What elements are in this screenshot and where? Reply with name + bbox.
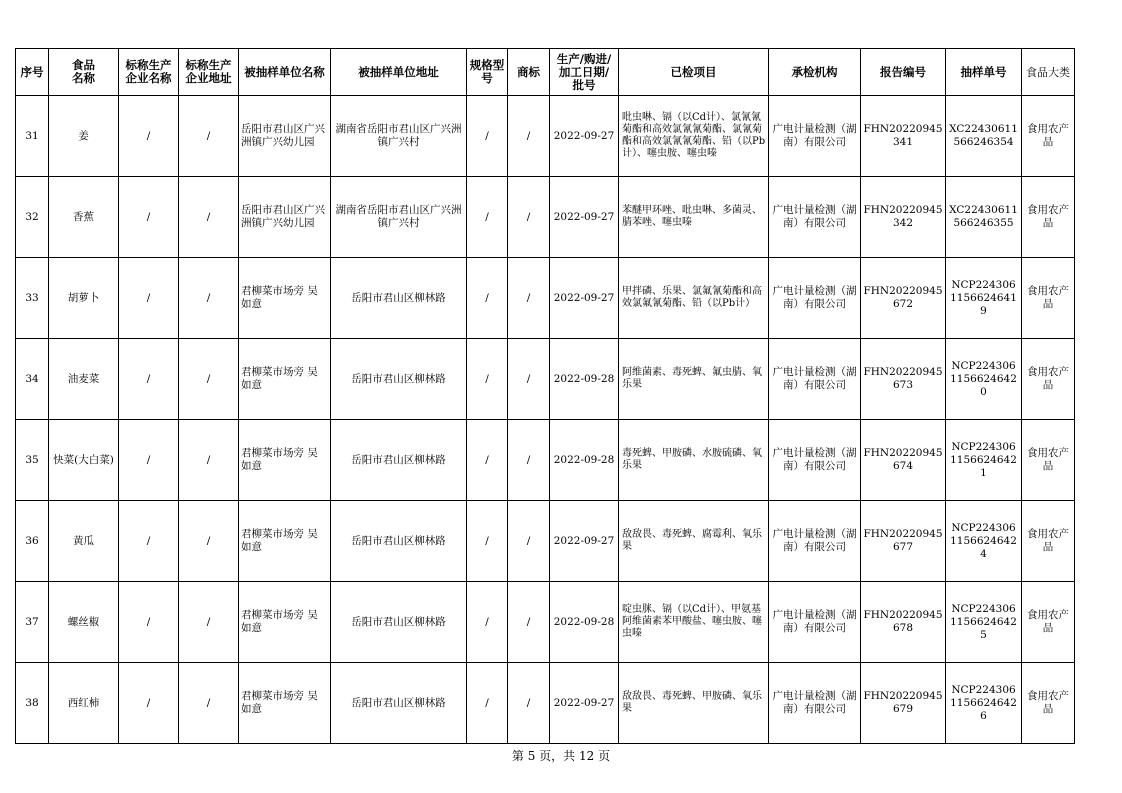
cell-sample: NCP22430611566246426 xyxy=(946,663,1022,744)
cell-mfr-name: / xyxy=(119,420,179,501)
cell-brand: / xyxy=(508,420,550,501)
cell-date: 2022-09-28 xyxy=(550,339,619,420)
column-header: 标称生产 企业地址 xyxy=(179,49,239,96)
cell-agency: 广电计量检测（湖南）有限公司 xyxy=(769,663,861,744)
cell-date: 2022-09-27 xyxy=(550,663,619,744)
cell-unit-name: 君柳菜市场旁 吴如意 xyxy=(239,258,331,339)
column-header: 商标 xyxy=(508,49,550,96)
cell-date: 2022-09-27 xyxy=(550,177,619,258)
cell-spec: / xyxy=(467,501,508,582)
cell-items: 阿维菌素、毒死蜱、氟虫腈、氧乐果 xyxy=(619,339,769,420)
cell-report: FHN20220945674 xyxy=(861,420,946,501)
cell-no: 35 xyxy=(16,420,49,501)
cell-unit-addr: 岳阳市君山区柳林路 xyxy=(331,663,467,744)
cell-spec: / xyxy=(467,582,508,663)
cell-unit-name: 君柳菜市场旁 吴如意 xyxy=(239,582,331,663)
cell-no: 38 xyxy=(16,663,49,744)
table-header-row xyxy=(16,49,1075,96)
column-header: 承检机构 xyxy=(769,49,861,96)
column-header: 被抽样单位地址 xyxy=(331,49,467,96)
table-row xyxy=(16,420,1075,501)
cell-agency: 广电计量检测（湖南）有限公司 xyxy=(769,582,861,663)
cell-sample: XC22430611566246355 xyxy=(946,177,1022,258)
cell-unit-addr: 岳阳市君山区柳林路 xyxy=(331,582,467,663)
cell-items: 毒死蜱、甲胺磷、水胺硫磷、氧乐果 xyxy=(619,420,769,501)
column-header: 被抽样单位名称 xyxy=(239,49,331,96)
cell-report: FHN20220945677 xyxy=(861,501,946,582)
cell-mfr-name: / xyxy=(119,663,179,744)
cell-category: 食用农产品 xyxy=(1022,663,1075,744)
cell-mfr-name: / xyxy=(119,258,179,339)
cell-sample: XC22430611566246354 xyxy=(946,96,1022,177)
cell-category: 食用农产品 xyxy=(1022,96,1075,177)
cell-food: 黄瓜 xyxy=(49,501,119,582)
cell-food: 西红柿 xyxy=(49,663,119,744)
cell-items: 敌敌畏、毒死蜱、甲胺磷、氧乐果 xyxy=(619,663,769,744)
cell-mfr-addr: / xyxy=(179,339,239,420)
cell-agency: 广电计量检测（湖南）有限公司 xyxy=(769,258,861,339)
table-row xyxy=(16,339,1075,420)
cell-unit-name: 君柳菜市场旁 吴如意 xyxy=(239,663,331,744)
cell-unit-name: 君柳菜市场旁 吴如意 xyxy=(239,501,331,582)
cell-mfr-addr: / xyxy=(179,177,239,258)
results-table-container xyxy=(15,48,1075,744)
cell-unit-name: 君柳菜市场旁 吴如意 xyxy=(239,339,331,420)
cell-food: 螺丝椒 xyxy=(49,582,119,663)
cell-unit-name: 岳阳市君山区广兴洲镇广兴幼儿园 xyxy=(239,96,331,177)
column-header: 标称生产 企业名称 xyxy=(119,49,179,96)
cell-date: 2022-09-27 xyxy=(550,96,619,177)
cell-brand: / xyxy=(508,339,550,420)
column-header: 抽样单号 xyxy=(946,49,1022,96)
cell-brand: / xyxy=(508,582,550,663)
cell-items: 吡虫啉、镉（以Cd计）、氯氰氰菊酯和高效氯氰氰菊酯、氯氰菊酯和高效氯氰氰菊酯、铅（以Pb计）、噻虫胺、噻虫嗪 xyxy=(619,96,769,177)
cell-food: 油麦菜 xyxy=(49,339,119,420)
cell-unit-addr: 湖南省岳阳市君山区广兴洲镇广兴村 xyxy=(331,96,467,177)
cell-mfr-name: / xyxy=(119,339,179,420)
cell-items: 啶虫脒、镉（以Cd计）、甲氨基阿维菌素苯甲酸盐、噻虫胺、噻虫嗪 xyxy=(619,582,769,663)
cell-no: 34 xyxy=(16,339,49,420)
cell-mfr-addr: / xyxy=(179,501,239,582)
cell-sample: NCP22430611566246425 xyxy=(946,582,1022,663)
cell-unit-addr: 岳阳市君山区柳林路 xyxy=(331,501,467,582)
cell-spec: / xyxy=(467,663,508,744)
column-header: 食品大类 xyxy=(1022,49,1075,96)
cell-agency: 广电计量检测（湖南）有限公司 xyxy=(769,420,861,501)
cell-agency: 广电计量检测（湖南）有限公司 xyxy=(769,96,861,177)
cell-category: 食用农产品 xyxy=(1022,339,1075,420)
table-row xyxy=(16,177,1075,258)
cell-date: 2022-09-28 xyxy=(550,420,619,501)
cell-category: 食用农产品 xyxy=(1022,177,1075,258)
cell-sample: NCP22430611566246420 xyxy=(946,339,1022,420)
cell-brand: / xyxy=(508,258,550,339)
cell-agency: 广电计量检测（湖南）有限公司 xyxy=(769,177,861,258)
cell-category: 食用农产品 xyxy=(1022,501,1075,582)
cell-mfr-name: / xyxy=(119,582,179,663)
cell-sample: NCP22430611566246421 xyxy=(946,420,1022,501)
cell-spec: / xyxy=(467,420,508,501)
column-header: 生产/购进/ 加工日期/ 批号 xyxy=(550,49,619,96)
cell-report: FHN20220945341 xyxy=(861,96,946,177)
cell-report: FHN20220945672 xyxy=(861,258,946,339)
column-header: 序号 xyxy=(16,49,49,96)
cell-mfr-name: / xyxy=(119,96,179,177)
cell-brand: / xyxy=(508,501,550,582)
cell-unit-addr: 岳阳市君山区柳林路 xyxy=(331,339,467,420)
table-row xyxy=(16,582,1075,663)
table-row xyxy=(16,96,1075,177)
cell-spec: / xyxy=(467,258,508,339)
table-row xyxy=(16,501,1075,582)
cell-items: 敌敌畏、毒死蜱、腐霉利、氧乐果 xyxy=(619,501,769,582)
cell-report: FHN20220945678 xyxy=(861,582,946,663)
table-row xyxy=(16,663,1075,744)
cell-date: 2022-09-27 xyxy=(550,258,619,339)
cell-brand: / xyxy=(508,96,550,177)
column-header: 报告编号 xyxy=(861,49,946,96)
cell-no: 31 xyxy=(16,96,49,177)
cell-category: 食用农产品 xyxy=(1022,582,1075,663)
cell-mfr-addr: / xyxy=(179,258,239,339)
cell-agency: 广电计量检测（湖南）有限公司 xyxy=(769,501,861,582)
cell-spec: / xyxy=(467,96,508,177)
table-body xyxy=(16,96,1075,744)
cell-no: 33 xyxy=(16,258,49,339)
cell-food: 快菜(大白菜) xyxy=(49,420,119,501)
cell-unit-addr: 岳阳市君山区柳林路 xyxy=(331,258,467,339)
cell-mfr-addr: / xyxy=(179,582,239,663)
cell-date: 2022-09-28 xyxy=(550,582,619,663)
cell-agency: 广电计量检测（湖南）有限公司 xyxy=(769,339,861,420)
cell-items: 苯醚甲环唑、吡虫啉、多菌灵、腈苯唑、噻虫嗪 xyxy=(619,177,769,258)
cell-food: 胡萝卜 xyxy=(49,258,119,339)
cell-mfr-addr: / xyxy=(179,96,239,177)
cell-spec: / xyxy=(467,339,508,420)
cell-food: 香蕉 xyxy=(49,177,119,258)
cell-report: FHN20220945679 xyxy=(861,663,946,744)
cell-report: FHN20220945342 xyxy=(861,177,946,258)
cell-brand: / xyxy=(508,663,550,744)
cell-mfr-name: / xyxy=(119,501,179,582)
cell-sample: NCP22430611566246419 xyxy=(946,258,1022,339)
cell-category: 食用农产品 xyxy=(1022,258,1075,339)
cell-unit-name: 岳阳市君山区广兴洲镇广兴幼儿园 xyxy=(239,177,331,258)
cell-mfr-addr: / xyxy=(179,420,239,501)
cell-unit-addr: 岳阳市君山区柳林路 xyxy=(331,420,467,501)
cell-report: FHN20220945673 xyxy=(861,339,946,420)
sampling-results-table xyxy=(15,48,1075,744)
cell-unit-name: 君柳菜市场旁 吴如意 xyxy=(239,420,331,501)
cell-mfr-name: / xyxy=(119,177,179,258)
cell-no: 37 xyxy=(16,582,49,663)
cell-category: 食用农产品 xyxy=(1022,420,1075,501)
table-row xyxy=(16,258,1075,339)
column-header: 食品 名称 xyxy=(49,49,119,96)
column-header: 已检项目 xyxy=(619,49,769,96)
column-header: 规格型 号 xyxy=(467,49,508,96)
cell-spec: / xyxy=(467,177,508,258)
cell-food: 姜 xyxy=(49,96,119,177)
cell-date: 2022-09-27 xyxy=(550,501,619,582)
cell-no: 32 xyxy=(16,177,49,258)
cell-items: 甲拌磷、乐果、氯氟氰菊酯和高效氯氟氰菊酯、铅（以Pb计） xyxy=(619,258,769,339)
cell-sample: NCP22430611566246424 xyxy=(946,501,1022,582)
cell-no: 36 xyxy=(16,501,49,582)
cell-brand: / xyxy=(508,177,550,258)
cell-mfr-addr: / xyxy=(179,663,239,744)
cell-unit-addr: 湖南省岳阳市君山区广兴洲镇广兴村 xyxy=(331,177,467,258)
page-footer: 第 5 页，共 12 页 xyxy=(511,749,611,763)
